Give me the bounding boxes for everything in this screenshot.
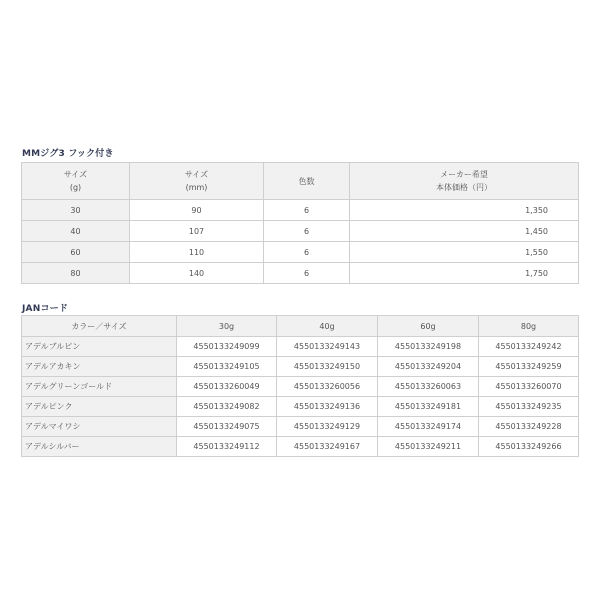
- cell-colors: 6: [264, 221, 350, 242]
- spec-row: [22, 242, 579, 263]
- cell-color-name: アデルシルバー: [22, 437, 177, 457]
- jan-table: [21, 315, 579, 457]
- cell-weight: 30: [22, 200, 130, 221]
- cell-price: 1,550: [350, 242, 579, 263]
- cell-size: 90: [130, 200, 264, 221]
- cell-jan-40g: 4550133249143: [277, 337, 378, 357]
- cell-weight: 40: [22, 221, 130, 242]
- cell-color-name: アデルブルピン: [22, 337, 177, 357]
- cell-jan-30g: 4550133260049: [177, 377, 277, 397]
- cell-jan-60g: 4550133249174: [378, 417, 479, 437]
- cell-price: 1,450: [350, 221, 579, 242]
- cell-jan-40g: 4550133249167: [277, 437, 378, 457]
- jan-header-row: [22, 316, 579, 337]
- cell-colors: 6: [264, 263, 350, 284]
- cell-jan-80g: 4550133260070: [479, 377, 579, 397]
- cell-jan-80g: 4550133249266: [479, 437, 579, 457]
- cell-jan-30g: 4550133249082: [177, 397, 277, 417]
- cell-jan-40g: 4550133249129: [277, 417, 378, 437]
- cell-jan-60g: 4550133249204: [378, 357, 479, 377]
- jan-row: [22, 377, 579, 397]
- cell-color-name: アデルグリーンゴールド: [22, 377, 177, 397]
- jan-row: [22, 437, 579, 457]
- header-price-line1: メーカー希望: [440, 170, 488, 179]
- spec-header-row: [22, 163, 579, 200]
- spec-section-title: MMジグ3 フック付き: [22, 149, 114, 159]
- header-price-line2: 本体価格（円）: [436, 183, 492, 192]
- cell-jan-60g: 4550133260063: [378, 377, 479, 397]
- cell-jan-30g: 4550133249099: [177, 337, 277, 357]
- cell-jan-60g: 4550133249181: [378, 397, 479, 417]
- cell-jan-80g: 4550133249259: [479, 357, 579, 377]
- jan-section-title: JANコード: [22, 304, 69, 314]
- cell-jan-30g: 4550133249075: [177, 417, 277, 437]
- spec-row: [22, 221, 579, 242]
- cell-jan-80g: 4550133249228: [479, 417, 579, 437]
- cell-jan-30g: 4550133249105: [177, 357, 277, 377]
- header-40g: 40g: [277, 316, 378, 337]
- header-weight-line2: (g): [69, 183, 82, 192]
- cell-jan-60g: 4550133249198: [378, 337, 479, 357]
- cell-weight: 80: [22, 263, 130, 284]
- jan-row: [22, 417, 579, 437]
- header-80g: 80g: [479, 316, 579, 337]
- cell-weight: 60: [22, 242, 130, 263]
- header-weight: [22, 163, 130, 200]
- header-weight-line1: サイズ: [63, 170, 88, 179]
- cell-colors: 6: [264, 200, 350, 221]
- header-price: [350, 163, 579, 200]
- cell-jan-40g: 4550133249136: [277, 397, 378, 417]
- jan-row: [22, 397, 579, 417]
- header-colors-line1: 色数: [298, 176, 315, 186]
- spec-table: [21, 162, 579, 284]
- cell-color-name: アデルアカキン: [22, 357, 177, 377]
- cell-size: 140: [130, 263, 264, 284]
- header-size-line1: サイズ: [184, 170, 209, 179]
- header-size: [130, 163, 264, 200]
- spec-row: [22, 200, 579, 221]
- cell-jan-40g: 4550133249150: [277, 357, 378, 377]
- cell-jan-30g: 4550133249112: [177, 437, 277, 457]
- cell-price: 1,750: [350, 263, 579, 284]
- header-size-line2: (mm): [185, 183, 208, 192]
- jan-row: [22, 337, 579, 357]
- cell-colors: 6: [264, 242, 350, 263]
- jan-row: [22, 357, 579, 377]
- cell-color-name: アデルマイワシ: [22, 417, 177, 437]
- cell-jan-60g: 4550133249211: [378, 437, 479, 457]
- cell-price: 1,350: [350, 200, 579, 221]
- cell-jan-40g: 4550133260056: [277, 377, 378, 397]
- header-30g: 30g: [177, 316, 277, 337]
- header-60g: 60g: [378, 316, 479, 337]
- cell-color-name: アデルピンク: [22, 397, 177, 417]
- header-colors: [264, 163, 350, 200]
- header-color-size: カラー／サイズ: [22, 316, 177, 337]
- cell-size: 110: [130, 242, 264, 263]
- cell-jan-80g: 4550133249235: [479, 397, 579, 417]
- cell-jan-80g: 4550133249242: [479, 337, 579, 357]
- spec-row: [22, 263, 579, 284]
- cell-size: 107: [130, 221, 264, 242]
